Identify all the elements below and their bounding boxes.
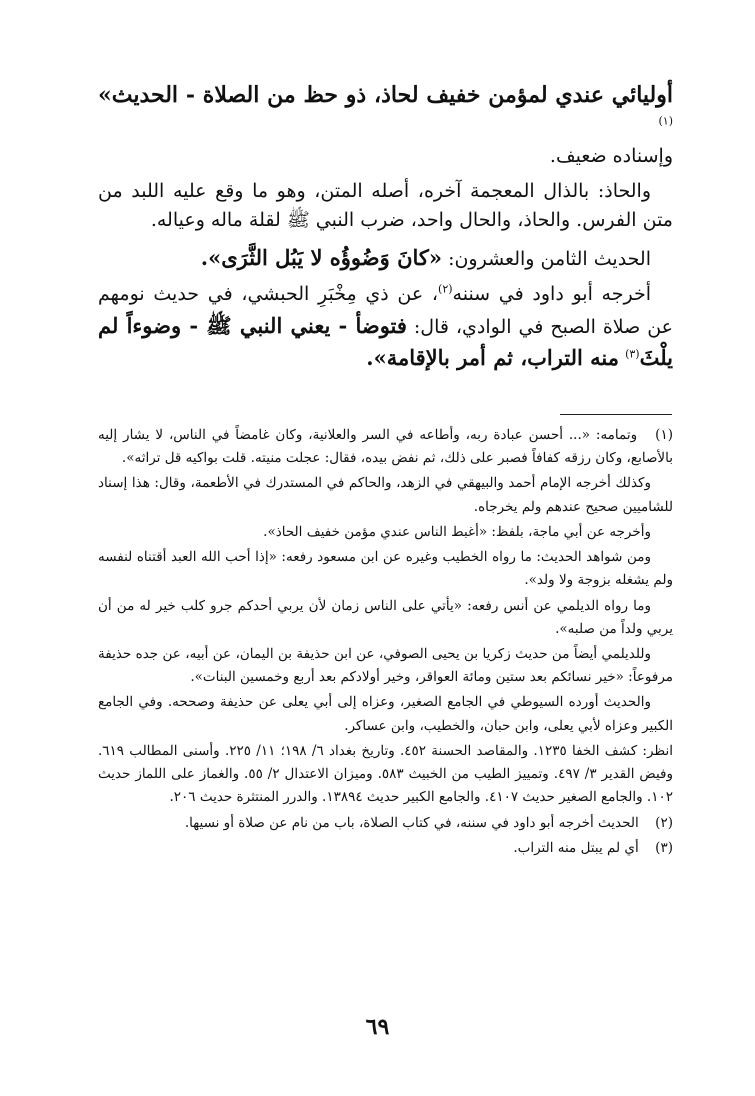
hadith-text-bold: «كانَ وَضُوؤُه لا يَبُل الثَّرَى». <box>200 244 443 270</box>
paragraph-hadith-28 <box>98 242 673 275</box>
footnote-paragraph: وكذلك أخرجه الإمام أحمد والبيهقي في الزهد، والحاكم في المستدرك في الأطعمة، وقال: هذا إسناد للشاميين صحيح عندهم ولم يخرجاه. <box>98 475 673 515</box>
footnote-1 <box>98 424 673 470</box>
footnote-number: (١) <box>655 427 673 443</box>
hadith-text-bold: فتوضأ - يعني النبي ﷺ - وضوءاً لم يلْثَ <box>98 312 673 371</box>
footnote-text: وتمامه: «... أحسن عبادة ربه، وأطاعه في السر والعلانية، وكان غامضاً في الناس، لا يشار إليه بالأصابع، وكان رزقه كفافاً فصبر على ذلك، ثم نفض بيده، فقال: عجلت منيته. قلت بواكيه قل تراثه». <box>98 427 673 467</box>
footnote-paragraph: وللديلمي أيضاً من حديث زكريا بن يحيى الصوفي، عن ابن حذيفة بن اليمان، عن أبيه، عن جده حذيفة مرفوعاً: «خير نسائكم بعد ستين ومائة العواقر، وخير أولادكم بعد أربع وخمسين البنات». <box>98 645 673 686</box>
takhrij-text: أخرجه أبو داود في سننه <box>452 283 651 306</box>
hadith-text-bold: أوليائي عندي لمؤمن خفيف لحاذ، ذو حظ من الصلاة - الحديث» <box>98 82 673 108</box>
footnote-separator <box>560 414 672 415</box>
footnote-number: (٢) <box>655 814 673 831</box>
footnote-paragraph: وما رواه الديلمي عن أنس رفعه: «يأتي على الناس زمان لأن يربي أحدكم جرو كلب خير له من أن يربي ولداً من صلبه». <box>98 597 673 637</box>
footnote-text: الحديث أخرجه أبو داود في سننه، في كتاب الصلاة، باب من نام عن صلاة أو نسيها. <box>184 814 639 831</box>
footnote-paragraph: ومن شواهد الحديث: ما رواه الخطيب وغيره عن ابن مسعود رفعه: «إذا أحب الله العبد أقتناه لنفسه ولم يشغله بزوجة ولا ولد». <box>98 549 673 589</box>
page-number: ٦٩ <box>365 1014 390 1040</box>
paragraph-takhrij <box>98 280 673 375</box>
footnote-ref-3[interactable]: (٣) <box>625 348 640 362</box>
footnote-references: انظر: كشف الخفا ١٢٣٥. والمقاصد الحسنة ٤٥٢. وتاريخ بغداد ٦/ ١٩٨؛ ١١/ ٢٢٥. وأسنى المطالب ٦١٩. وفيض القدير ٣/ ٤٩٧. وتمييز الطيب من الخبيث ٥٨٣. وميزان الاعتدال ٢/ ٥٥. والغماز على اللماز حديث ١٠٢. والجامع الصغير حديث ٤١٠٧. والجامع الكبير حديث ١٣٨٩٤. والدرر المنتثرة حديث ٢٠٦. <box>98 742 674 806</box>
takhrij-text: ، عن ذي مِخْبَرِ الحبشي، في حديث نومهم عن صلاة الصبح في الوادي، قال: <box>98 283 674 338</box>
footnote-paragraph: والحديث أورده السيوطي في الجامع الصغير، وعزاه إلى أبي يعلى عن حذيفة وصححه. وفي الجامع الكبير وعزاه لأبي يعلى، وابن حبان، والخطيب، وابن عساكر. <box>98 694 673 734</box>
main-text <box>98 78 673 381</box>
footnote-2 <box>98 812 673 835</box>
paragraph-explanation: والحاذ: بالذال المعجمة آخره، أصله المتن، وهو ما وقع عليه اللبد من متن الفرس. والحاذ، والحال واحد، ضرب النبي ﷺ لقلة ماله وعياله. <box>98 179 673 232</box>
footnote-text: أي لم يبتل منه التراب. <box>513 839 639 856</box>
footnotes <box>98 424 673 862</box>
isnad-note: وإسناده ضعيف. <box>549 144 673 167</box>
paragraph-hadith-end <box>98 78 673 171</box>
footnote-3 <box>98 837 673 860</box>
footnote-ref-2[interactable]: (٢) <box>438 283 453 297</box>
footnote-paragraph: وأخرجه عن أبي ماجة، بلفظ: «أغبط الناس عندي مؤمن خفيف الحاذ». <box>263 523 651 540</box>
footnote-ref-1[interactable]: (١) <box>658 114 673 128</box>
footnote-number: (٣) <box>655 839 673 856</box>
hadith-heading: الحديث الثامن والعشرون: <box>448 247 651 270</box>
hadith-text-bold: منه التراب، ثم أمر بالإقامة». <box>366 345 620 371</box>
